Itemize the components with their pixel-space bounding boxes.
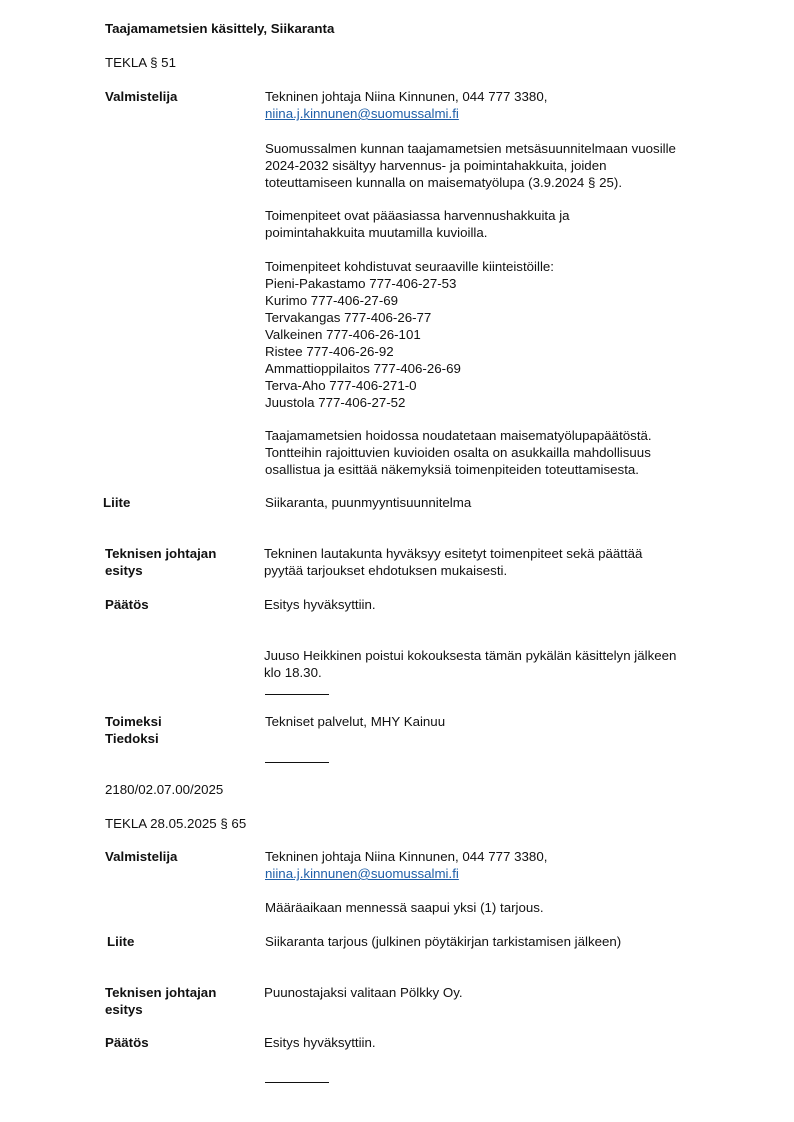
paragraph-2 xyxy=(265,207,570,241)
property-item: Ammattioppilaitos 777-406-26-69 xyxy=(265,361,461,376)
property-item: Ristee 777-406-26-92 xyxy=(265,344,394,359)
valmistelija-block xyxy=(265,88,547,122)
paragraph-line: Toimenpiteet ovat pääasiassa harvennushakkuita ja xyxy=(265,208,570,223)
record-number: 2180/02.07.00/2025 xyxy=(105,782,224,797)
paatos-label: Päätös xyxy=(105,597,149,612)
divider xyxy=(265,694,329,695)
esitys-text: Puunostajaksi valitaan Pölkky Oy. xyxy=(264,985,463,1000)
toimeksi-text: Tekniset palvelut, MHY Kainuu xyxy=(265,714,446,729)
esitys-line: pyytää tarjoukset ehdotuksen mukaisesti. xyxy=(264,563,508,578)
divider xyxy=(265,1082,329,1083)
esitys-label xyxy=(105,984,216,1018)
liite-text: Siikaranta, puunmyyntisuunnitelma xyxy=(265,495,472,510)
property-item: Tervakangas 777-406-26-77 xyxy=(265,310,432,325)
property-list xyxy=(265,258,554,411)
valmistelija-name: Tekninen johtaja Niina Kinnunen, 044 777 3380, xyxy=(265,849,548,864)
paragraph-1: Määräaikaan mennessä saapui yksi (1) tarjous. xyxy=(265,900,544,915)
esitys-text xyxy=(264,545,642,579)
note-line: Juuso Heikkinen poistui kokouksesta tämän pykälän käsittelyn jälkeen xyxy=(264,648,677,663)
divider xyxy=(265,762,329,763)
paragraph-1 xyxy=(265,140,676,191)
property-item: Terva-Aho 777-406-271-0 xyxy=(265,378,417,393)
esitys-label-line: esitys xyxy=(105,1002,143,1017)
paatos-label: Päätös xyxy=(105,1035,149,1050)
paatos-text: Esitys hyväksyttiin. xyxy=(264,597,376,612)
toimeksi-label xyxy=(105,713,162,747)
toimeksi-label-line: Toimeksi xyxy=(105,714,162,729)
property-item: Valkeinen 777-406-26-101 xyxy=(265,327,421,342)
property-list-intro: Toimenpiteet kohdistuvat seuraaville kiinteistöille: xyxy=(265,259,554,274)
paragraph-line: toteuttamiseen kunnalla on maisematyölupa (3.9.2024 § 25). xyxy=(265,175,623,190)
paragraph-line: Taajamametsien hoidossa noudatetaan maisematyölupapäätöstä. xyxy=(265,428,652,443)
section-ref: TEKLA § 51 xyxy=(105,55,176,70)
paragraph-line: Tontteihin rajoittuvien kuvioiden osalta on asukkailla mahdollisuus xyxy=(265,445,651,460)
section-ref: TEKLA 28.05.2025 § 65 xyxy=(105,816,247,831)
property-item: Juustola 777-406-27-52 xyxy=(265,395,406,410)
esitys-label-line: Teknisen johtajan xyxy=(105,985,217,1000)
esitys-label xyxy=(105,545,216,579)
note-line: klo 18.30. xyxy=(264,665,322,680)
valmistelija-block xyxy=(265,848,547,882)
property-item: Kurimo 777-406-27-69 xyxy=(265,293,399,308)
liite-label: Liite xyxy=(103,495,131,510)
property-item: Pieni-Pakastamo 777-406-27-53 xyxy=(265,276,457,291)
valmistelija-email-link[interactable]: niina.j.kinnunen@suomussalmi.fi xyxy=(265,106,459,121)
esitys-line: Tekninen lautakunta hyväksyy esitetyt toimenpiteet sekä päättää xyxy=(264,546,643,561)
valmistelija-name: Tekninen johtaja Niina Kinnunen, 044 777 3380, xyxy=(265,89,548,104)
tiedoksi-label-line: Tiedoksi xyxy=(105,731,159,746)
paragraph-line: Suomussalmen kunnan taajamametsien metsäsuunnitelmaan vuosille xyxy=(265,141,676,156)
valmistelija-label: Valmistelija xyxy=(105,849,178,864)
valmistelija-email-link[interactable]: niina.j.kinnunen@suomussalmi.fi xyxy=(265,866,459,881)
meeting-note xyxy=(264,647,676,681)
paragraph-line: 2024-2032 sisältyy harvennus- ja poimintahakkuita, joiden xyxy=(265,158,607,173)
paragraph-4 xyxy=(265,427,652,478)
esitys-label-line: esitys xyxy=(105,563,143,578)
paragraph-line: poimintahakkuita muutamilla kuvioilla. xyxy=(265,225,488,240)
esitys-label-line: Teknisen johtajan xyxy=(105,546,217,561)
liite-label: Liite xyxy=(107,934,135,949)
paatos-text: Esitys hyväksyttiin. xyxy=(264,1035,376,1050)
paragraph-line: osallistua ja esittää näkemyksiä toimenpiteiden toteuttamisesta. xyxy=(265,462,639,477)
document-title: Taajamametsien käsittely, Siikaranta xyxy=(105,21,335,36)
liite-text: Siikaranta tarjous (julkinen pöytäkirjan tarkistamisen jälkeen) xyxy=(265,934,622,949)
valmistelija-label: Valmistelija xyxy=(105,89,178,104)
